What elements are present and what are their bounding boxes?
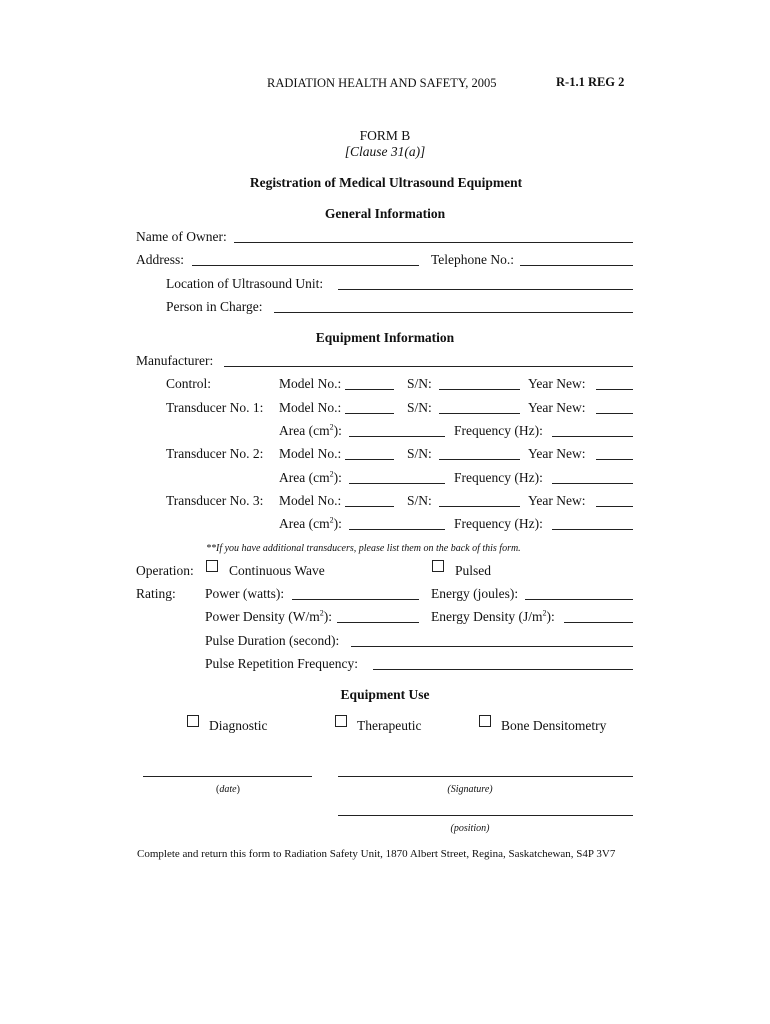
person-label: Person in Charge: — [166, 299, 263, 314]
position-caption: (position) — [450, 823, 490, 834]
return-instructions: Complete and return this form to Radiation Safety Unit, 1870 Albert Street, Regina, Saskatchewan, S4P 3V7 — [137, 848, 616, 860]
manufacturer-field[interactable] — [224, 366, 633, 367]
frequency-label: Frequency (Hz): — [454, 423, 543, 438]
regulation-code: R-1.1 REG 2 — [556, 75, 625, 89]
frequency-label: Frequency (Hz): — [454, 516, 543, 531]
t3-model-field[interactable] — [345, 506, 394, 507]
additional-transducers-note: **If you have additional transducers, please list them on the back of this form. — [206, 543, 521, 554]
running-header-title: RADIATION HEALTH AND SAFETY, 2005 — [267, 76, 497, 90]
area-label: Area $(cm^2)$: — [279, 515, 342, 531]
model-label: Model No.: — [279, 376, 342, 391]
sn-label: S/N: — [407, 446, 432, 461]
control-model-field[interactable] — [345, 389, 394, 390]
form-title: Registration of Medical Ultrasound Equipment — [249, 175, 523, 190]
therapeutic-label: Therapeutic — [357, 718, 422, 733]
energy-density-label: Energy Density $(J/m^2)$: — [431, 608, 555, 624]
t1-model-field[interactable] — [345, 413, 394, 414]
general-heading: General Information — [324, 206, 446, 221]
diagnostic-label: Diagnostic — [209, 718, 268, 733]
sn-label: S/N: — [407, 376, 432, 391]
transducer1-label: Transducer No. 1: — [166, 400, 264, 415]
owner-label: Name of Owner: — [136, 229, 227, 244]
t1-frequency-field[interactable] — [552, 436, 633, 437]
equipment-use-heading: Equipment Use — [340, 687, 430, 702]
pulse-duration-field[interactable] — [351, 646, 633, 647]
area-label: Area $(cm^2)$: — [279, 422, 342, 438]
manufacturer-label: Manufacturer: — [136, 353, 214, 368]
t1-area-field[interactable] — [349, 436, 445, 437]
continuous-wave-checkbox[interactable] — [206, 560, 218, 572]
power-density-label: Power Density $(W/m^2)$: — [205, 608, 332, 624]
transducer2-label: Transducer No. 2: — [166, 446, 264, 461]
telephone-field[interactable] — [520, 265, 633, 266]
continuous-wave-label: Continuous Wave — [229, 563, 325, 578]
model-label: Model No.: — [279, 400, 342, 415]
energy-field[interactable] — [525, 599, 633, 600]
t2-model-field[interactable] — [345, 459, 394, 460]
bone-densitometry-label: Bone Densitometry — [501, 718, 607, 733]
pulse-repetition-field[interactable] — [373, 669, 633, 670]
model-label: Model No.: — [279, 493, 342, 508]
diagnostic-checkbox[interactable] — [187, 715, 199, 727]
person-field[interactable] — [274, 312, 633, 313]
rating-label: Rating: — [136, 586, 176, 601]
year-label: Year New: — [528, 376, 586, 391]
area-label: Area $(cm^2)$: — [279, 469, 342, 485]
pulsed-checkbox[interactable] — [432, 560, 444, 572]
energy-label: Energy (joules): — [431, 586, 519, 601]
model-label: Model No.: — [279, 446, 342, 461]
signature-caption: (Signature) — [447, 784, 493, 795]
transducer3-label: Transducer No. 3: — [166, 493, 264, 508]
pulse-repetition-label: Pulse Repetition Frequency: — [205, 656, 358, 671]
date-caption: (date) — [216, 784, 240, 795]
telephone-label: Telephone No.: — [431, 252, 515, 267]
t1-sn-field[interactable] — [439, 413, 520, 414]
sn-label: S/N: — [407, 400, 432, 415]
form-clause: [Clause 31(a)] — [344, 144, 426, 159]
t2-year-field[interactable] — [596, 459, 633, 460]
pulsed-label: Pulsed — [455, 563, 492, 578]
t2-sn-field[interactable] — [439, 459, 520, 460]
pulse-duration-label: Pulse Duration (second): — [205, 633, 340, 648]
power-density-field[interactable] — [337, 622, 419, 623]
location-label: Location of Ultrasound Unit: — [166, 276, 324, 291]
t3-area-field[interactable] — [349, 529, 445, 530]
t2-frequency-field[interactable] — [552, 483, 633, 484]
t3-sn-field[interactable] — [439, 506, 520, 507]
signature-field[interactable] — [338, 776, 633, 777]
owner-field[interactable] — [234, 242, 633, 243]
form-name: FORM B — [359, 128, 411, 143]
address-field[interactable] — [192, 265, 419, 266]
t3-year-field[interactable] — [596, 506, 633, 507]
power-field[interactable] — [292, 599, 419, 600]
date-field[interactable] — [143, 776, 312, 777]
location-field[interactable] — [338, 289, 633, 290]
control-label: Control: — [166, 376, 212, 391]
therapeutic-checkbox[interactable] — [335, 715, 347, 727]
energy-density-field[interactable] — [564, 622, 633, 623]
address-label: Address: — [136, 252, 184, 267]
control-year-field[interactable] — [596, 389, 633, 390]
power-label: Power (watts): — [205, 586, 285, 601]
year-label: Year New: — [528, 400, 586, 415]
position-field[interactable] — [338, 815, 633, 816]
year-label: Year New: — [528, 446, 586, 461]
t1-year-field[interactable] — [596, 413, 633, 414]
year-label: Year New: — [528, 493, 586, 508]
operation-label: Operation: — [136, 563, 194, 578]
equipment-heading: Equipment Information — [315, 330, 455, 345]
t2-area-field[interactable] — [349, 483, 445, 484]
bone-densitometry-checkbox[interactable] — [479, 715, 491, 727]
t3-frequency-field[interactable] — [552, 529, 633, 530]
frequency-label: Frequency (Hz): — [454, 470, 543, 485]
sn-label: S/N: — [407, 493, 432, 508]
control-sn-field[interactable] — [439, 389, 520, 390]
